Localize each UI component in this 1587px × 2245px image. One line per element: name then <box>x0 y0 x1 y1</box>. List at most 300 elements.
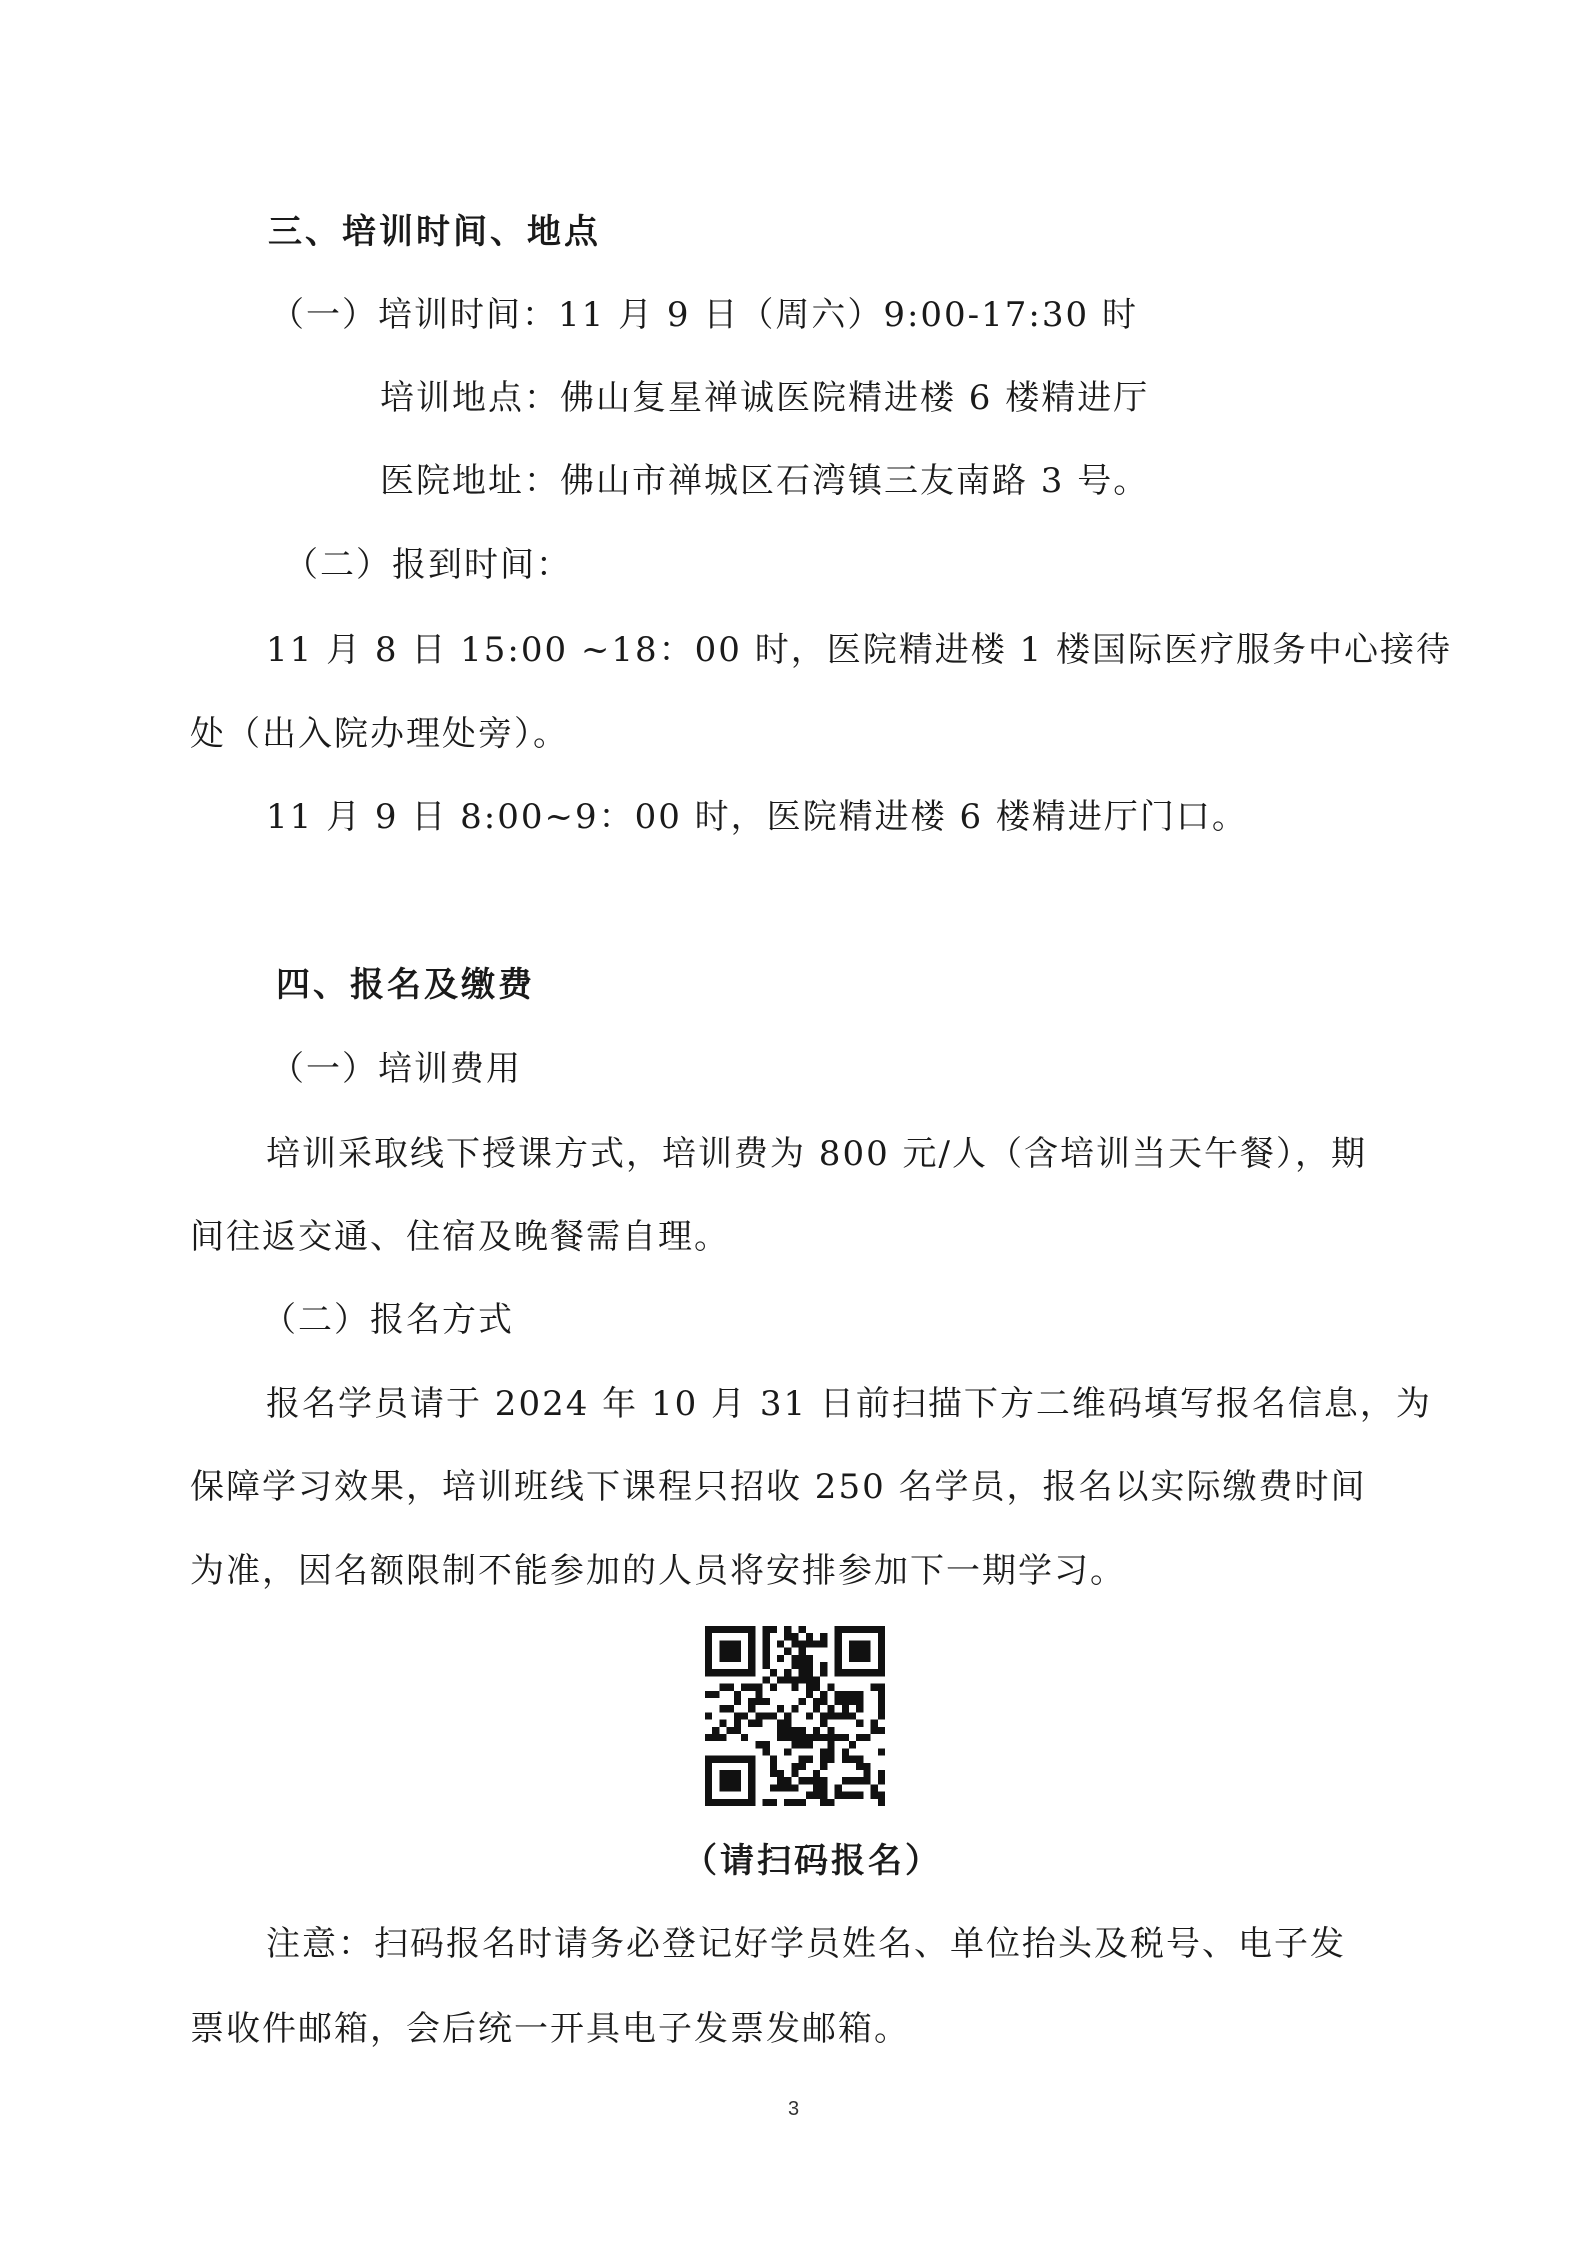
qr-module <box>835 1669 842 1676</box>
qr-module <box>878 1712 885 1719</box>
qr-module <box>863 1648 870 1655</box>
qr-module <box>770 1784 777 1791</box>
qr-module <box>863 1763 870 1770</box>
qr-module <box>835 1662 842 1669</box>
checkin-day1-line-a: 11 月 8 日 15:00 ~18：00 时，医院精进楼 1 楼国际医疗服务中心接待 <box>266 630 1452 670</box>
qr-module <box>820 1777 827 1784</box>
qr-module <box>878 1648 885 1655</box>
qr-module <box>734 1648 741 1655</box>
qr-module <box>727 1669 734 1676</box>
qr-module <box>777 1705 784 1712</box>
qr-module <box>719 1626 726 1633</box>
qr-module <box>770 1684 777 1691</box>
qr-module <box>835 1712 842 1719</box>
qr-module <box>705 1770 712 1777</box>
qr-module <box>748 1684 755 1691</box>
qr-module <box>748 1648 755 1655</box>
qr-module <box>763 1626 770 1633</box>
qr-module <box>770 1770 777 1777</box>
qr-module <box>799 1799 806 1806</box>
qr-module <box>705 1655 712 1662</box>
qr-module <box>734 1784 741 1791</box>
qr-module <box>734 1669 741 1676</box>
qr-module <box>734 1720 741 1727</box>
qr-module <box>820 1784 827 1791</box>
qr-module <box>784 1626 791 1633</box>
qr-module <box>856 1626 863 1633</box>
qr-module <box>770 1626 777 1633</box>
qr-module <box>791 1705 798 1712</box>
qr-module <box>727 1756 734 1763</box>
qr-module <box>813 1784 820 1791</box>
qr-module <box>734 1777 741 1784</box>
qr-module <box>763 1640 770 1647</box>
qr-module <box>806 1741 813 1748</box>
qr-module <box>863 1770 870 1777</box>
qr-module <box>820 1669 827 1676</box>
qr-module <box>871 1720 878 1727</box>
qr-module <box>842 1792 849 1799</box>
qr-module <box>712 1691 719 1698</box>
qr-module <box>734 1691 741 1698</box>
qr-module <box>770 1799 777 1806</box>
qr-module <box>806 1640 813 1647</box>
qr-module <box>784 1734 791 1741</box>
qr-module <box>734 1640 741 1647</box>
qr-module <box>777 1640 784 1647</box>
qr-module <box>878 1698 885 1705</box>
qr-module <box>719 1734 726 1741</box>
qr-module <box>806 1676 813 1683</box>
qr-module <box>835 1734 842 1741</box>
qr-module <box>799 1648 806 1655</box>
qr-module <box>842 1698 849 1705</box>
qr-module <box>727 1626 734 1633</box>
qr-module <box>878 1705 885 1712</box>
qr-module <box>799 1662 806 1669</box>
qr-module <box>871 1792 878 1799</box>
qr-module <box>791 1640 798 1647</box>
qr-module <box>835 1648 842 1655</box>
qr-module <box>791 1655 798 1662</box>
qr-module <box>748 1633 755 1640</box>
qr-module <box>849 1698 856 1705</box>
qr-module <box>849 1756 856 1763</box>
qr-module <box>734 1799 741 1806</box>
qr-module <box>734 1626 741 1633</box>
qr-module <box>719 1799 726 1806</box>
qr-caption: （请扫码报名） <box>683 1841 942 1881</box>
qr-module <box>871 1727 878 1734</box>
qr-code-icon[interactable] <box>705 1626 885 1806</box>
qr-module <box>777 1784 784 1791</box>
qr-module <box>849 1691 856 1698</box>
qr-module <box>856 1705 863 1712</box>
qr-module <box>727 1655 734 1662</box>
qr-module <box>878 1640 885 1647</box>
qr-module <box>827 1684 834 1691</box>
qr-module <box>784 1648 791 1655</box>
qr-module <box>741 1756 748 1763</box>
qr-module <box>741 1799 748 1806</box>
qr-module <box>820 1792 827 1799</box>
qr-module <box>878 1662 885 1669</box>
qr-module <box>748 1720 755 1727</box>
qr-module <box>820 1763 827 1770</box>
qr-module <box>741 1684 748 1691</box>
qr-module <box>734 1655 741 1662</box>
qr-module <box>835 1691 842 1698</box>
qr-module <box>842 1705 849 1712</box>
qr-module <box>755 1712 762 1719</box>
qr-module <box>791 1734 798 1741</box>
qr-module <box>791 1727 798 1734</box>
qr-module <box>784 1748 791 1755</box>
qr-module <box>705 1640 712 1647</box>
qr-module <box>748 1662 755 1669</box>
qr-module <box>820 1748 827 1755</box>
qr-module <box>763 1748 770 1755</box>
qr-module <box>871 1626 878 1633</box>
qr-module <box>777 1727 784 1734</box>
qr-module <box>806 1633 813 1640</box>
qr-module <box>806 1662 813 1669</box>
qr-module <box>784 1727 791 1734</box>
qr-module <box>719 1770 726 1777</box>
qr-module <box>849 1648 856 1655</box>
qr-module <box>719 1655 726 1662</box>
qr-module <box>705 1712 712 1719</box>
qr-module <box>799 1655 806 1662</box>
qr-module <box>705 1799 712 1806</box>
qr-module <box>849 1792 856 1799</box>
qr-module <box>820 1756 827 1763</box>
qr-module <box>748 1763 755 1770</box>
qr-module <box>763 1648 770 1655</box>
qr-module <box>827 1727 834 1734</box>
qr-module <box>705 1784 712 1791</box>
qr-module <box>748 1777 755 1784</box>
qr-module <box>878 1770 885 1777</box>
qr-module <box>835 1698 842 1705</box>
qr-module <box>835 1626 842 1633</box>
qr-module <box>871 1684 878 1691</box>
qr-module <box>863 1626 870 1633</box>
qr-module <box>799 1756 806 1763</box>
qr-module <box>806 1777 813 1784</box>
section3-heading: 三、培训时间、地点 <box>268 212 601 252</box>
qr-module <box>791 1676 798 1683</box>
qr-module <box>835 1640 842 1647</box>
qr-module <box>755 1684 762 1691</box>
qr-module <box>791 1763 798 1770</box>
qr-module <box>719 1640 726 1647</box>
qr-module <box>712 1626 719 1633</box>
qr-module <box>727 1705 734 1712</box>
qr-module <box>712 1734 719 1741</box>
qr-module <box>856 1756 863 1763</box>
qr-module <box>799 1777 806 1784</box>
qr-module <box>777 1720 784 1727</box>
section4-heading: 四、报名及缴费 <box>276 965 535 1005</box>
qr-module <box>863 1669 870 1676</box>
qr-module <box>849 1741 856 1748</box>
qr-module <box>719 1756 726 1763</box>
qr-module <box>799 1734 806 1741</box>
qr-module <box>763 1662 770 1669</box>
qr-module <box>878 1626 885 1633</box>
qr-module <box>770 1669 777 1676</box>
qr-module <box>705 1648 712 1655</box>
qr-module <box>799 1626 806 1633</box>
qr-module <box>835 1655 842 1662</box>
qr-module <box>856 1669 863 1676</box>
qr-module <box>806 1669 813 1676</box>
qr-module <box>741 1669 748 1676</box>
qr-module <box>748 1705 755 1712</box>
qr-module <box>827 1705 834 1712</box>
qr-module <box>719 1684 726 1691</box>
qr-module <box>727 1648 734 1655</box>
signup-label: （二）报名方式 <box>262 1300 514 1340</box>
qr-module <box>748 1799 755 1806</box>
qr-module <box>755 1720 762 1727</box>
qr-module <box>856 1777 863 1784</box>
qr-module <box>763 1633 770 1640</box>
qr-module <box>856 1763 863 1770</box>
qr-module <box>705 1777 712 1784</box>
qr-module <box>806 1691 813 1698</box>
signup-text-line-c: 为准，因名额限制不能参加的人员将安排参加下一期学习。 <box>190 1551 1126 1591</box>
qr-module <box>763 1799 770 1806</box>
fee-text-line-b: 间往返交通、住宿及晚餐需自理。 <box>190 1217 730 1257</box>
qr-module <box>741 1626 748 1633</box>
qr-module <box>741 1734 748 1741</box>
qr-module <box>820 1662 827 1669</box>
qr-module <box>784 1799 791 1806</box>
qr-module <box>734 1698 741 1705</box>
qr-module <box>813 1792 820 1799</box>
qr-module <box>799 1727 806 1734</box>
qr-module <box>777 1777 784 1784</box>
qr-module <box>813 1698 820 1705</box>
qr-module <box>784 1669 791 1676</box>
qr-module <box>842 1734 849 1741</box>
qr-module <box>806 1655 813 1662</box>
qr-module <box>712 1669 719 1676</box>
qr-module <box>712 1799 719 1806</box>
qr-module <box>791 1741 798 1748</box>
qr-module <box>827 1756 834 1763</box>
qr-module <box>763 1741 770 1748</box>
qr-module <box>820 1712 827 1719</box>
qr-module <box>820 1799 827 1806</box>
qr-module <box>799 1698 806 1705</box>
qr-module <box>784 1784 791 1791</box>
qr-module <box>842 1777 849 1784</box>
qr-module <box>719 1648 726 1655</box>
qr-module <box>727 1727 734 1734</box>
qr-module <box>820 1734 827 1741</box>
qr-module <box>719 1720 726 1727</box>
qr-module <box>863 1777 870 1784</box>
qr-module <box>856 1720 863 1727</box>
qr-module <box>748 1669 755 1676</box>
qr-module <box>863 1734 870 1741</box>
qr-module <box>791 1633 798 1640</box>
qr-module <box>727 1770 734 1777</box>
qr-module <box>777 1655 784 1662</box>
qr-module <box>712 1756 719 1763</box>
qr-module <box>784 1633 791 1640</box>
qr-module <box>705 1626 712 1633</box>
qr-module <box>719 1777 726 1784</box>
qr-module <box>763 1698 770 1705</box>
qr-module <box>842 1756 849 1763</box>
qr-module <box>813 1727 820 1734</box>
qr-module <box>835 1784 842 1791</box>
qr-module <box>820 1691 827 1698</box>
qr-module <box>820 1720 827 1727</box>
qr-module <box>827 1741 834 1748</box>
qr-module <box>770 1763 777 1770</box>
qr-module <box>878 1799 885 1806</box>
qr-module <box>806 1734 813 1741</box>
qr-module <box>827 1748 834 1755</box>
qr-module <box>799 1669 806 1676</box>
qr-module <box>755 1698 762 1705</box>
qr-module <box>791 1770 798 1777</box>
qr-module <box>705 1669 712 1676</box>
qr-module <box>878 1727 885 1734</box>
qr-module <box>705 1792 712 1799</box>
qr-module <box>863 1655 870 1662</box>
qr-module <box>791 1684 798 1691</box>
qr-module <box>863 1640 870 1647</box>
qr-module <box>842 1712 849 1719</box>
qr-module <box>806 1712 813 1719</box>
note-line-b: 票收件邮箱，会后统一开具电子发票发邮箱。 <box>190 2009 910 2049</box>
qr-module <box>705 1633 712 1640</box>
qr-module <box>784 1712 791 1719</box>
qr-module <box>784 1720 791 1727</box>
qr-module <box>705 1756 712 1763</box>
qr-module <box>820 1698 827 1705</box>
qr-module <box>727 1640 734 1647</box>
qr-module <box>806 1756 813 1763</box>
qr-module <box>784 1676 791 1683</box>
qr-module <box>878 1633 885 1640</box>
qr-module <box>842 1748 849 1755</box>
qr-module <box>878 1691 885 1698</box>
fee-text-line-a: 培训采取线下授课方式，培训费为 800 元/人（含培训当天午餐），期 <box>266 1134 1367 1174</box>
qr-module <box>878 1777 885 1784</box>
checkin-label: （二）报到时间： <box>284 545 572 585</box>
qr-module <box>878 1792 885 1799</box>
qr-module <box>727 1777 734 1784</box>
qr-module <box>719 1784 726 1791</box>
qr-module <box>770 1756 777 1763</box>
qr-module <box>712 1727 719 1734</box>
qr-module <box>820 1633 827 1640</box>
qr-module <box>741 1712 748 1719</box>
qr-module <box>719 1669 726 1676</box>
qr-module <box>849 1669 856 1676</box>
hospital-address-line: 医院地址：佛山市禅城区石湾镇三友南路 3 号。 <box>380 461 1150 501</box>
qr-module <box>748 1698 755 1705</box>
qr-module <box>719 1705 726 1712</box>
qr-module <box>777 1734 784 1741</box>
qr-module <box>849 1640 856 1647</box>
qr-module <box>806 1684 813 1691</box>
qr-module <box>705 1734 712 1741</box>
fee-label: （一）培训费用 <box>270 1049 522 1089</box>
qr-module <box>856 1792 863 1799</box>
qr-module <box>878 1748 885 1755</box>
qr-module <box>705 1691 712 1698</box>
qr-module <box>871 1784 878 1791</box>
qr-module <box>705 1763 712 1770</box>
qr-module <box>748 1655 755 1662</box>
checkin-day1-line-b: 处（出入院办理处旁）。 <box>190 714 569 754</box>
qr-module <box>770 1712 777 1719</box>
qr-module <box>835 1792 842 1799</box>
qr-module <box>705 1662 712 1669</box>
qr-module <box>813 1705 820 1712</box>
qr-module <box>763 1655 770 1662</box>
qr-module <box>849 1655 856 1662</box>
qr-module <box>799 1676 806 1683</box>
qr-module <box>748 1640 755 1647</box>
signup-text-line-b: 保障学习效果，培训班线下课程只招收 250 名学员，报名以实际缴费时间 <box>190 1467 1367 1507</box>
qr-module <box>791 1662 798 1669</box>
qr-module <box>813 1676 820 1683</box>
qr-module <box>763 1676 770 1683</box>
qr-module <box>813 1770 820 1777</box>
qr-module <box>748 1792 755 1799</box>
qr-module <box>820 1640 827 1647</box>
qr-module <box>871 1669 878 1676</box>
qr-module <box>734 1756 741 1763</box>
qr-module <box>813 1734 820 1741</box>
qr-module <box>806 1792 813 1799</box>
qr-module <box>849 1712 856 1719</box>
qr-module <box>827 1734 834 1741</box>
qr-module <box>849 1626 856 1633</box>
qr-module <box>799 1763 806 1770</box>
qr-module <box>835 1633 842 1640</box>
qr-module <box>878 1684 885 1691</box>
qr-module <box>727 1799 734 1806</box>
qr-module <box>856 1734 863 1741</box>
qr-module <box>734 1727 741 1734</box>
qr-module <box>784 1777 791 1784</box>
qr-module <box>878 1669 885 1676</box>
qr-module <box>763 1712 770 1719</box>
qr-module <box>842 1691 849 1698</box>
note-line-a: 注意：扫码报名时请务必登记好学员姓名、单位抬头及税号、电子发 <box>266 1924 1346 1964</box>
qr-module <box>734 1712 741 1719</box>
qr-module <box>813 1640 820 1647</box>
qr-module <box>799 1640 806 1647</box>
qr-module <box>748 1626 755 1633</box>
qr-module <box>755 1741 762 1748</box>
qr-module <box>748 1756 755 1763</box>
qr-module <box>791 1784 798 1791</box>
qr-module <box>748 1784 755 1791</box>
qr-module <box>727 1684 734 1691</box>
qr-module <box>777 1770 784 1777</box>
